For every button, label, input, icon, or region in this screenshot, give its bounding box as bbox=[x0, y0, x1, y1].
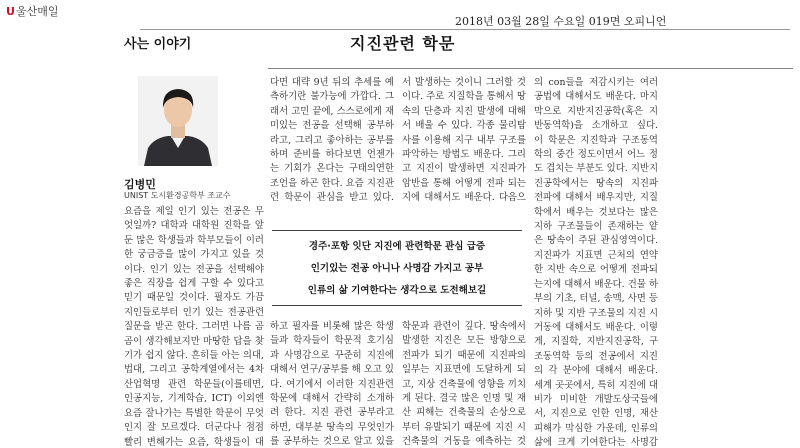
body-column-2-lower: 하고 필자를 비롯해 많은 학생들과 학자들이 학문적 호기심과 사명감으로 꾸준히 지진에 대해서 연구/공부를 해 오고 있다. 여기에서 이러한 지진관련 학문에 대해서 간략히 소개하려 한다. 지진 관련 공부라고 하면, 대부분 땅속의 무엇인가를 공부하는 것으로 알고 있을 bbox=[270, 321, 394, 448]
body-column-3: 서 발생하는 것이니 그러할 것이다. 주로 지질학을 통해서 땅속의 단층과 지진 발생에 대해서 배울 수 있다. 각종 물리탐사를 이용해 지구 내부 구조를 파악하는 방법도 배운다. 그리고 지진이 발생하면 지진파가 암반을 통해 어떻게 전파 되는지에 대해서도 배운다. 다음으 bbox=[402, 77, 526, 204]
article-title: 지진관련 학문 bbox=[350, 34, 456, 53]
body-column-3-lower: 학문과 관련이 깊다. 땅속에서 발생한 지진은 모든 방향으로 전파가 되기 때문에 지진파의 일부는 지표면에 도달하게 되고, 지상 건축물에 영향을 끼치게 된다. 결국 많은 인명 및 재산 피해는 건축물의 손상으로부터 유발되기 때문에 지진 시 건축물의 거동을 예측하는 것 bbox=[402, 321, 526, 448]
pull-quote-line: 인류의 삶 기여한다는 생각으로 도전해보길 bbox=[307, 285, 487, 296]
author-affiliation: UNIST 도시환경공학부 조교수 bbox=[124, 191, 231, 200]
newspaper-logo bbox=[6, 3, 58, 19]
header-divider bbox=[140, 29, 790, 30]
dateline: 2018년 03월 28일 수요일 019면 오피니언 bbox=[455, 15, 667, 28]
pull-quote-bottom-rule bbox=[272, 305, 522, 306]
pull-quote bbox=[272, 230, 522, 306]
body-column-2: 다면 대략 9년 뒤의 추세를 예측하기란 불가능에 가깝다. 그래서 고민 끝에, 스스로에게 재미있는 전공을 선택해 공부하라고, 그리고 좋아하는 공부를 하며 준비를 하다보면 언젠가는 기회가 온다는 구태의연한 조언을 하곤 한다. 요즘 지진관련 학문이 관심을 받고 있다. bbox=[270, 77, 394, 204]
column-name: 사는 이야기 bbox=[124, 37, 192, 52]
pull-quote-line: 경주·포항 잇단 지진에 관련학문 관심 급증 bbox=[308, 241, 486, 252]
logo-text: 울산매일 bbox=[15, 5, 59, 18]
pull-quote-top-rule bbox=[272, 230, 522, 231]
pull-quote-line: 인기있는 전공 아니나 사명감 가지고 공부 bbox=[310, 263, 484, 274]
author-name: 김병민 bbox=[124, 178, 156, 191]
body-column-4: 의 con들을 저감시키는 여러 공법에 대해서도 배운다. 마지막으로 지반지진공학(혹은 지반동역학)을 소개하고 싶다. 이 학문은 지진학과 구조동역학의 중간 정도이면서 어느 정도 겹치는 부분도 있다. 지반지진공학에서는 땅속의 지진파 전파에 대해서 배우지만, 지질학에서 배우는 것보다는 많은 지하 구조물들이 존재하는 얕은 땅속이 주된 관심영역이다. 지진파가 지표면 근처의 연약한 지반 속으로 어떻게 전파되는지에 대해서 배운다. 건물 하부의 기초, 터널, 송맥, 사면 등 지하 및 지반 구조물의 지진 시 거동에 대해서도 배운다. 이렇게, 지질학, 지반지진공학, 구조동역학 등의 전공에서 지진의 각 분야에 대해서 배운다. 세계 곳곳에서, 특히 지진에 대비가 미비한 개발도상국들에서, 지진으로 인한 인명, 재산 피해가 막심한 가운데, 인류의 삶에 크게 기여한다는 사명감 bbox=[534, 77, 658, 448]
author-photo bbox=[138, 76, 218, 166]
logo-mark: U bbox=[6, 5, 15, 18]
title-divider bbox=[268, 68, 793, 69]
body-column-1: 요즘을 제일 인기 있는 전공은 무엇일까? 대학과 대학원 진학을 앞둔 많은 학생들과 학부모들이 이러한 궁금증을 많이 가지고 있을 것이다. 인기 있는 전공을 선택해야 좋은 직장을 쉽게 구할 수 있다고 믿기 때문일 것이다. 필자도 가끔 지인들로부터 인기 있는 전공관련 질문을 받곤 한다. 그러면 나름 곰곰이 생각해보지만 마땅한 답을 찾기가 쉽지 않다. 흔히들 아는 의대, 법대, 그리고 공학계열에서는 4차산업혁명 관련 학문들(이를테면, 인공지능, 기계학습, ICT) 이외엔 요즘 잘나가는 특별한 학문이 무엇인지 잘 모르겠다. 더군다나 점점 빨리 변해가는 요즘, 학생들이 대 bbox=[124, 206, 264, 448]
author-portrait bbox=[138, 76, 218, 166]
